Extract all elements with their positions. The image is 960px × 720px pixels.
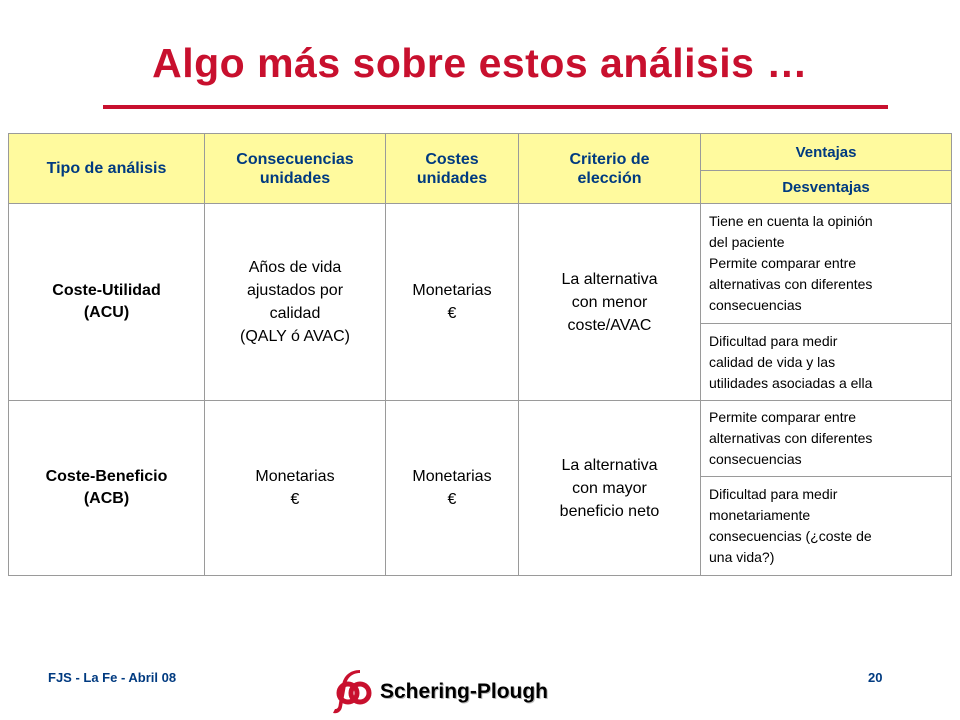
cell-line: € [447, 491, 457, 508]
header-costes: Costes unidades [386, 134, 519, 204]
page-title: Algo más sobre estos análisis … [152, 40, 808, 86]
cell-line: Monetarias [255, 468, 335, 485]
cell-line: coste/AVAC [567, 316, 652, 334]
row-tipo-line: Coste-Utilidad [52, 282, 161, 299]
schering-plough-logo-icon [330, 669, 376, 715]
row-ventajas [701, 401, 952, 477]
cell-line: Monetarias [412, 282, 492, 299]
table-row [9, 204, 952, 324]
cell-line: una vida?) [709, 549, 775, 565]
schering-plough-logo [330, 667, 548, 717]
row-tipo-line: (ACU) [83, 304, 130, 321]
cell-line: consecuencias [709, 451, 802, 467]
logo-text: Schering-Plough [380, 680, 548, 703]
row-desventajas [701, 324, 952, 401]
row-consecuencias [205, 204, 386, 401]
row-tipo [9, 204, 205, 401]
row-ventajas [701, 204, 952, 324]
cell-line: € [290, 491, 300, 508]
cell-line: ajustados por [246, 282, 344, 299]
row-consecuencias [205, 401, 386, 576]
row-criterio [519, 204, 701, 401]
header-ventajas: Ventajas [701, 134, 952, 171]
header-row [9, 134, 952, 171]
cell-line: consecuencias [709, 297, 802, 313]
cell-line: Permite comparar entre [709, 255, 857, 271]
cell-line: calidad [269, 305, 321, 322]
cell-line: La alternativa [561, 270, 658, 288]
cell-line: beneficio neto [559, 502, 660, 520]
cell-line: Permite comparar entre [709, 409, 857, 425]
cell-line: con menor [571, 293, 648, 311]
row-tipo-line: (ACB) [83, 490, 130, 507]
cell-line: consecuencias (¿coste de [709, 528, 872, 544]
page-number: 20 [868, 670, 883, 685]
cell-line: alternativas con diferentes [709, 276, 873, 292]
cell-line: del paciente [709, 234, 785, 250]
row-costes [386, 204, 519, 401]
row-costes [386, 401, 519, 576]
row-tipo-line: Coste-Beneficio [45, 468, 168, 485]
header-desventajas: Desventajas [701, 171, 952, 204]
header-criterio: Criterio de elección [519, 134, 701, 204]
cell-line: Tiene en cuenta la opinión [709, 213, 873, 229]
row-desventajas [701, 477, 952, 576]
cell-line: utilidades asociadas a ella [709, 374, 873, 391]
cell-line: Monetarias [412, 468, 492, 485]
cell-line: (QALY ó AVAC) [240, 328, 350, 345]
row-criterio [519, 401, 701, 576]
cell-line: monetariamente [709, 507, 811, 523]
header-tipo: Tipo de análisis [9, 134, 205, 204]
table-row [9, 401, 952, 477]
cell-line: La alternativa [561, 456, 658, 474]
cell-line: Dificultad para medir [709, 486, 838, 502]
cell-line: con mayor [572, 479, 647, 497]
row-tipo [9, 401, 205, 576]
header-consecuencias: Consecuencias unidades [205, 134, 386, 204]
title-underline [103, 105, 888, 109]
cell-line: alternativas con diferentes [709, 430, 873, 446]
cell-line: Años de vida [248, 259, 342, 276]
cell-line: Dificultad para medir [709, 332, 838, 349]
footer-source: FJS - La Fe - Abril 08 [48, 670, 177, 685]
cell-line: € [447, 305, 457, 322]
comparison-table [8, 133, 952, 576]
cell-line: calidad de vida y las [709, 353, 836, 370]
